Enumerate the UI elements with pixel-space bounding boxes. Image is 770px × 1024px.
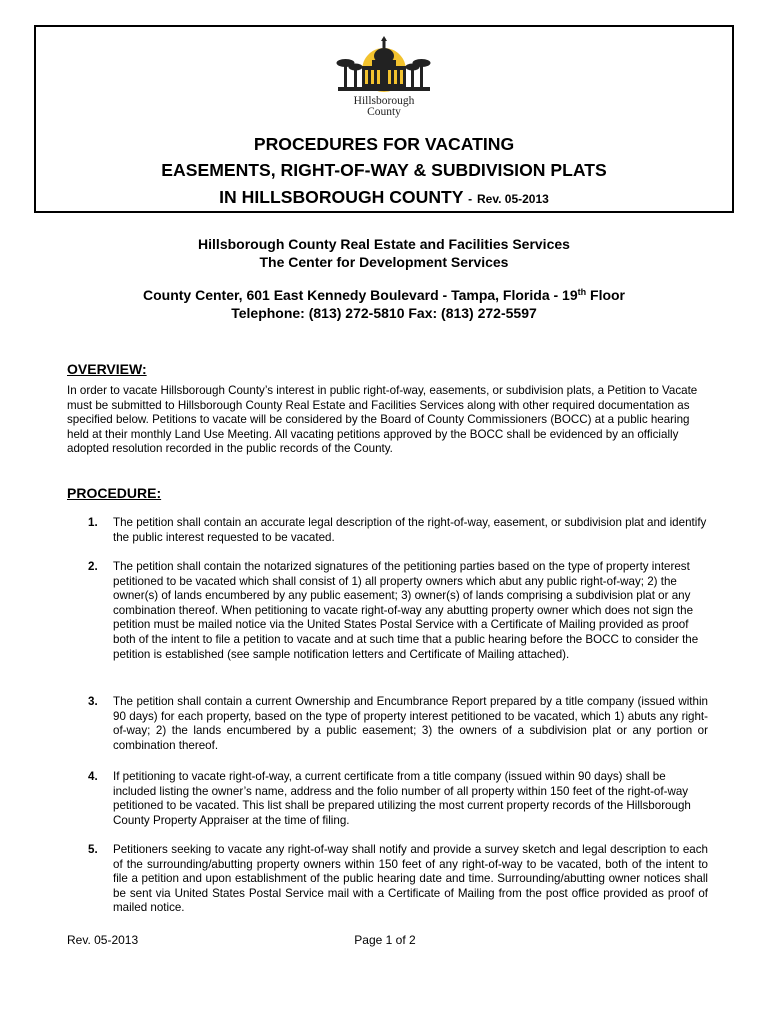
title-line-3 xyxy=(34,186,734,210)
title-line-2: EASEMENTS, RIGHT-OF-WAY & SUBDIVISION PLATS xyxy=(161,160,607,180)
item-text: The petition shall contain an accurate legal description of the right-of-way, easement, or subdivision plat and identify the public interest requested to be vacated. xyxy=(113,516,707,544)
title-separator: - xyxy=(468,192,473,206)
item-text: The petition shall contain the notarized signatures of the petitioning parties based on the type of property interest petitioned to be vacated which shall consist of 1) all property owners which abut any public right-of-way; 2) the owner(s) of lands encumbered by any public easement; 3) owner(s) of lands comprising a subdivision plat or any combination thereof. When petitioning to vacate right-of-way any abutting property owner which does not sign the petition must be mailed notice via the United States Postal Service with a Certificate of Mailing provided as proof both of the intent to file a petition to vacate and at such time that a public hearing before the BOCC to consider the petition is established (see sample notification letters and Certificate of Mailing attached). xyxy=(113,560,699,661)
item-text: If petitioning to vacate right-of-way, a current certificate from a title company (issued within 90 days) shall be included listing the owner’s name, address and the folio number of all property within 150 feet of the right-of-way petitioned to be vacated. This list shall be prepared utilizing the most current property records of the Hillsborough County Property Appraiser at the time of filing. xyxy=(113,770,691,827)
address-floor-suffix: th xyxy=(577,287,587,297)
logo-text-line2: County xyxy=(367,106,401,118)
title-revision: Rev. 05-2013 xyxy=(476,192,549,206)
agency-address xyxy=(34,286,734,304)
address-floor: Floor xyxy=(586,287,626,303)
item-text: Petitioners seeking to vacate any right-of-way shall notify and provide a survey sketch and legal description to each of the surrounding/abutting property owners within 150 feet of any right-of-way to be vacated, both of the intent to file a petition and upon establishment of the public hearing date and time. Surrounding/abutting owner notices shall be sent via United States Postal Service mail with a Certificate of Mailing from the post office provided as proof of mailed notice. xyxy=(113,843,708,915)
item-text: The petition shall contain a current Ownership and Encumbrance Report prepared by a title company (issued within 90 days) for each property, based on the type of property interest petitioned to be vacated, which 1) abuts any right-of-way; 2) the lands encumbered by a public easement; 3) the owners of a subdivision plat or any portion or combination thereof. xyxy=(113,695,708,752)
procedure-item xyxy=(88,770,708,828)
procedure-item xyxy=(88,843,708,916)
item-number: 5. xyxy=(88,843,98,856)
county-logo xyxy=(332,36,436,122)
agency-center: The Center for Development Services xyxy=(259,254,509,270)
agency-name: Hillsborough County Real Estate and Facilities Services xyxy=(198,236,570,252)
overview-heading: OVERVIEW: xyxy=(67,361,147,377)
procedure-heading: PROCEDURE: xyxy=(67,485,162,501)
footer-revision: Rev. 05-2013 xyxy=(67,933,139,947)
item-number: 4. xyxy=(88,770,98,783)
item-number: 3. xyxy=(88,695,98,708)
item-number: 1. xyxy=(88,516,98,529)
overview-paragraph: In order to vacate Hillsborough County’s interest in public right-of-way, easements, or subdivision plats, a Petition to Vacate must be submitted to Hillsborough County Real Estate and Facilities Services along with other required documentation as specified below. Petitions to vacate will be considered by the Board of County Commissioners (BOCC) at a public hearing held at their monthly Land Use Meeting. All vacating petitions approved by the BOCC shall be evidenced by an officially adopted resolution recorded in the public records of the County. xyxy=(67,384,698,456)
procedure-item xyxy=(88,516,708,545)
logo-text-line1: Hillsborough xyxy=(353,95,415,107)
address-main: County Center, 601 East Kennedy Boulevard - Tampa, Florida - 19 xyxy=(142,287,578,303)
procedure-item xyxy=(88,560,708,662)
courthouse-dome-icon xyxy=(332,36,436,96)
agency-phone: Telephone: (813) 272-5810 Fax: (813) 272-5597 xyxy=(231,305,537,321)
title-line-1: PROCEDURES FOR VACATING xyxy=(253,134,515,154)
item-number: 2. xyxy=(88,560,98,573)
title-county: IN HILLSBOROUGH COUNTY xyxy=(219,187,464,207)
footer-page-number: Page 1 of 2 xyxy=(354,933,416,947)
procedure-item xyxy=(88,695,708,753)
